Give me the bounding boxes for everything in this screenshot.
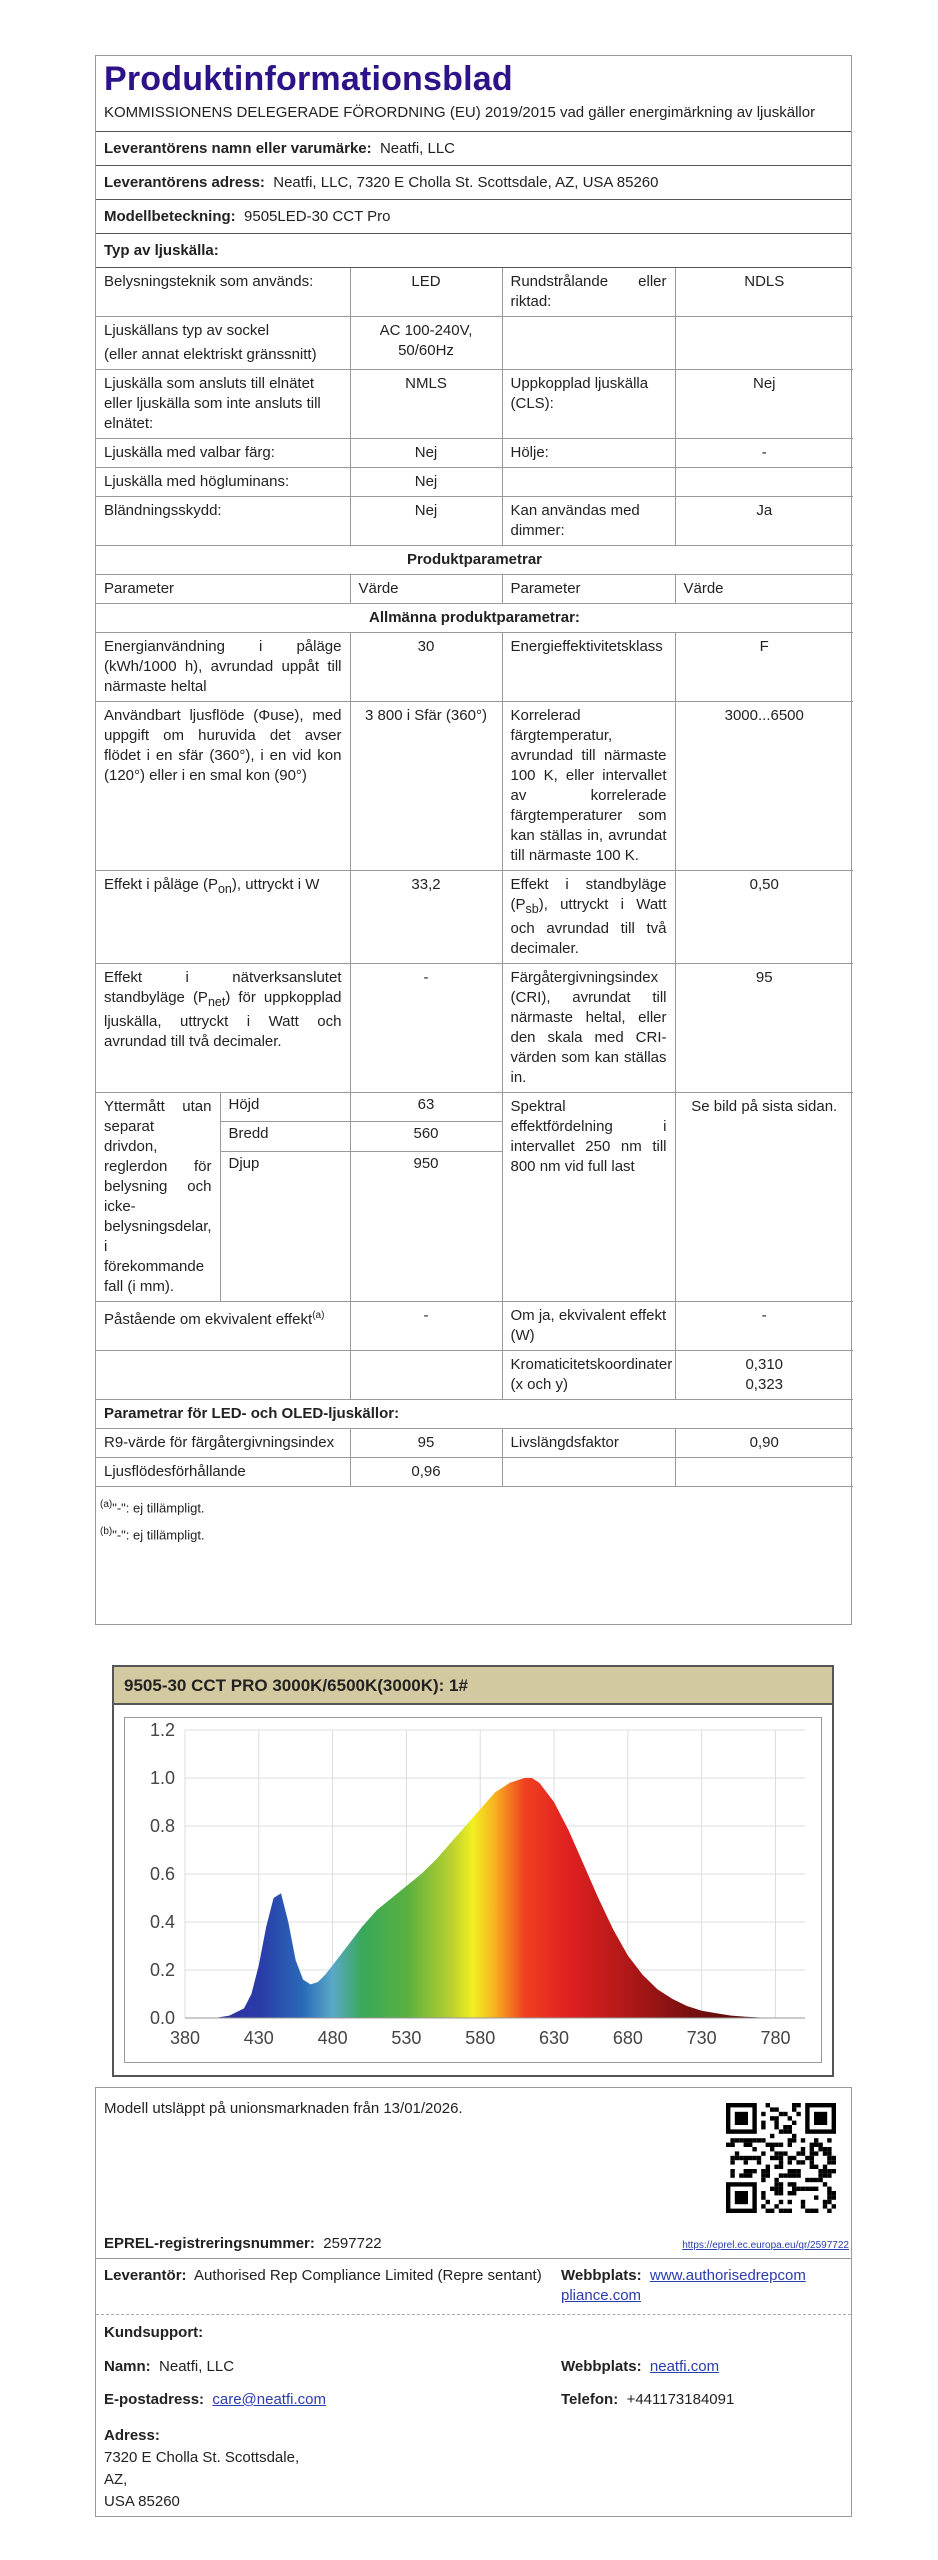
footnote-b-text: "-": ej tillämpligt. (112, 1527, 205, 1543)
spec-value: Ja (675, 497, 853, 546)
y-tick-label: 0.2 (149, 1960, 175, 1980)
spec-value: - (675, 439, 853, 468)
lum-label: Ljusflödesförhållande (96, 1458, 350, 1487)
spec-label (502, 468, 675, 497)
spec-row (96, 370, 853, 439)
spec-value: Nej (350, 439, 502, 468)
rep-web-link-cont[interactable]: pliance.com (561, 2287, 642, 2304)
dimensions-cell (96, 1093, 502, 1302)
cct-label: Korrelerad färgtemperatur, avrundad till närmaste 100 K, eller intervallet av korrelerade färgtemperaturer som kan ställas in, avrundat till närmaste 100 K. (502, 702, 675, 871)
supplier-address-label: Leverantörens adress: (104, 174, 265, 191)
spec-row (96, 1351, 853, 1400)
address-line: AZ, (104, 2471, 128, 2488)
chroma-y: 0,323 (745, 1376, 784, 1393)
support-name-label: Namn: (104, 2358, 151, 2375)
chroma-value (675, 1351, 853, 1400)
spec-label: Bländningsskydd: (96, 497, 350, 546)
dim-name: Höjd (220, 1093, 350, 1122)
support-address-label: Adress: (104, 2427, 160, 2444)
rep-web-label: Webbplats: (561, 2267, 642, 2284)
dimensions-label: Yttermått utan separat drivdon, reglerdon för belysning och icke-belysningsdelar, i förekommande fall (i mm). (96, 1093, 220, 1301)
r9-label: R9-värde för färgåtergivningsindex (96, 1429, 350, 1458)
spec-label (96, 317, 350, 370)
chroma-label: Kromaticitetskoordinater (x och y) (502, 1351, 675, 1400)
dimensions-table (96, 1093, 502, 1301)
spec-value (675, 317, 853, 370)
spec-row (96, 439, 853, 468)
empty-cell (350, 1351, 502, 1400)
psb-label-text2: ), uttryckt i Watt och avrundad till två decimaler. (510, 896, 667, 957)
spectrum-chart (125, 1718, 823, 2064)
eprel-link[interactable]: https://eprel.ec.europa.eu/qr/2597722 (682, 2240, 849, 2251)
footnotes (96, 1487, 851, 1548)
section-row (96, 604, 853, 633)
light-type-heading-text: Typ av ljuskälla: (104, 242, 219, 259)
footnote-b (100, 1520, 847, 1547)
pon-label-text2: ), uttryckt i W (231, 876, 320, 893)
equiv-value: - (350, 1302, 502, 1351)
divider (96, 2258, 851, 2259)
spec-label: Hölje: (502, 439, 675, 468)
cct-value: 3000...6500 (675, 702, 853, 871)
supplier-name-value: Neatfi, LLC (379, 140, 456, 157)
x-tick-label: 480 (317, 2028, 348, 2048)
release-text: Modell utsläppt på unionsmarknaden från 13/01/2026. (104, 2100, 463, 2117)
product-info-sheet (95, 55, 852, 1625)
eprel-row (104, 2235, 382, 2252)
pon-value: 33,2 (350, 871, 502, 964)
support-name-row (104, 2358, 234, 2375)
chroma-x: 0,310 (745, 1356, 784, 1373)
support-phone-value: +441173184091 (626, 2391, 735, 2408)
dim-value: 950 (350, 1151, 502, 1301)
rep-row (104, 2266, 544, 2286)
support-phone-row (561, 2391, 734, 2408)
lum-value: 0,96 (350, 1458, 502, 1487)
supplier-name-row (96, 132, 851, 166)
pon-sub: on (217, 882, 232, 896)
support-heading: Kundsupport: (104, 2324, 204, 2341)
spec-value: Nej (675, 370, 853, 439)
r9-value: 95 (350, 1429, 502, 1458)
empty-cell (502, 1458, 675, 1487)
col-header-value: Värde (675, 575, 853, 604)
y-tick-label: 0.6 (149, 1864, 175, 1884)
spec-row (96, 317, 853, 370)
spec-label: Kan användas med dimmer: (502, 497, 675, 546)
spec-value: LED (350, 268, 502, 317)
supplier-name-label: Leverantörens namn eller varumärke: (104, 140, 372, 157)
empty-cell (675, 1458, 853, 1487)
spec-label: Rundstrålande eller riktad: (502, 268, 675, 317)
support-email-link[interactable]: care@neatfi.com (212, 2391, 326, 2408)
general-params-heading: Allmänna produktparametrar: (96, 604, 853, 633)
equiv-sup: (a) (312, 1310, 325, 1321)
flux-value: 3 800 i Sfär (360°) (350, 702, 502, 871)
spec-row (96, 964, 853, 1093)
y-tick-label: 0.8 (149, 1816, 175, 1836)
spec-value: AC 100-240V, 50/60Hz (350, 317, 502, 370)
address-line: 7320 E Cholla St. Scottsdale, (104, 2449, 300, 2466)
model-label: Modellbeteckning: (104, 208, 236, 225)
address-line: USA 85260 (104, 2493, 180, 2510)
support-address (104, 2425, 299, 2513)
support-phone-label: Telefon: (561, 2391, 619, 2408)
led-params-heading: Parametrar för LED- och OLED-ljuskällor: (96, 1400, 853, 1429)
divider (96, 2314, 851, 2315)
spec-row (96, 468, 853, 497)
spec-value: Nej (350, 468, 502, 497)
class-value: F (675, 633, 853, 702)
equiv2-value: - (675, 1302, 853, 1351)
y-tick-label: 1.2 (149, 1720, 175, 1740)
spec-row (96, 268, 853, 317)
pnet-sub: net (207, 995, 226, 1009)
dim-value: 63 (350, 1093, 502, 1122)
rep-web-row (561, 2266, 806, 2306)
pon-label (96, 871, 350, 964)
pon-label-text: Effekt i påläge (P (104, 876, 218, 893)
footer-info (95, 2087, 852, 2517)
spec-label: Ljuskälla med valbar färg: (96, 439, 350, 468)
spec-value: NMLS (350, 370, 502, 439)
spec-value: Nej (350, 497, 502, 546)
life-label: Livslängdsfaktor (502, 1429, 675, 1458)
spec-label (502, 317, 675, 370)
rep-label: Leverantör: (104, 2267, 187, 2284)
empty-cell (96, 1351, 350, 1400)
spec-label: Ljuskälla med högluminans: (96, 468, 350, 497)
dim-name: Djup (228, 1154, 260, 1172)
psb-sub: sb (525, 902, 539, 916)
life-value: 0,90 (675, 1429, 853, 1458)
pnet-value: - (350, 964, 502, 1093)
footnote-a (100, 1493, 847, 1520)
footnote-a-text: "-": ej tillämpligt. (112, 1500, 205, 1516)
y-tick-label: 1.0 (149, 1768, 175, 1788)
column-header-row (96, 575, 853, 604)
spd-label: Spektral effektfördelning i intervallet 250 nm till 800 nm vid full last (502, 1093, 675, 1302)
x-tick-label: 630 (539, 2028, 570, 2048)
class-label: Energieffektivitetsklass (502, 633, 675, 702)
model-value: 9505LED-30 CCT Pro (244, 208, 391, 225)
spec-value (675, 468, 853, 497)
spec-row (96, 497, 853, 546)
support-web-link[interactable]: neatfi.com (649, 2358, 720, 2375)
spec-row (96, 1429, 853, 1458)
spec-label: Uppkopplad ljuskälla (CLS): (502, 370, 675, 439)
equiv-label-text: Påstående om ekvivalent effekt (104, 1311, 313, 1328)
rep-value: Authorised Rep Compliance Limited (Repre sentant) (194, 2267, 542, 2284)
support-web-label: Webbplats: (561, 2358, 642, 2375)
spec-row (96, 1093, 853, 1302)
dim-value: 560 (350, 1122, 502, 1151)
spec-row (96, 1458, 853, 1487)
equiv-label (96, 1302, 350, 1351)
flux-label: Användbart ljusflöde (Φuse), med uppgift om huruvida det avser flödet i en sfär (360°), i en vid kon (120°) eller i en smal kon (90°) (96, 702, 350, 871)
spectrum-chart-frame (112, 1665, 834, 2077)
supplier-address-row (96, 166, 851, 200)
model-row (96, 200, 851, 234)
regulation-subtitle: KOMMISSIONENS DELEGERADE FÖRORDNING (EU) 2019/2015 vad gäller energimärkning av ljuskällor (96, 99, 851, 132)
footnote-a-sup: (a) (100, 1499, 113, 1510)
pnet-label (96, 964, 350, 1093)
x-tick-label: 530 (391, 2028, 422, 2048)
section-row (96, 546, 853, 575)
spec-row (96, 871, 853, 964)
eprel-value: 2597722 (323, 2235, 382, 2252)
rep-web-link[interactable]: www.authorisedrepcom (649, 2267, 806, 2284)
support-name-value: Neatfi, LLC (159, 2358, 235, 2375)
energy-label: Energianvändning i påläge (kWh/1000 h), avrundad uppåt till närmaste heltal (96, 633, 350, 702)
spec-table (96, 268, 853, 1487)
section-row (96, 1400, 853, 1429)
supplier-address-value: Neatfi, LLC, 7320 E Cholla St. Scottsdale, AZ, USA 85260 (273, 174, 659, 191)
pnet-label-text: Effekt i nätverksanslutet standbyläge (P (104, 969, 342, 1006)
light-type-heading (96, 234, 851, 268)
support-web-row (561, 2358, 719, 2375)
spec-value: NDLS (675, 268, 853, 317)
col-header-param: Parameter (502, 575, 675, 604)
equiv2-label: Om ja, ekvivalent effekt (W) (502, 1302, 675, 1351)
spec-row (96, 702, 853, 871)
psb-label-text: Effekt i standbyläge (P (510, 876, 667, 913)
col-header-value: Värde (350, 575, 502, 604)
spec-row (96, 633, 853, 702)
psb-value: 0,50 (675, 871, 853, 964)
page-title: Produktinformationsblad (104, 60, 513, 98)
cri-value: 95 (675, 964, 853, 1093)
socket-label-note: (eller annat elektriskt gränssnitt) (104, 346, 317, 363)
spec-row (96, 1302, 853, 1351)
chart-title: 9505-30 CCT PRO 3000K/6500K(3000K): 1# (114, 1667, 832, 1705)
socket-label: Ljuskällans typ av sockel (104, 322, 270, 339)
eprel-label: EPREL-registreringsnummer: (104, 2235, 315, 2252)
x-tick-label: 780 (760, 2028, 791, 2048)
x-tick-label: 680 (612, 2028, 643, 2048)
footnote-b-sup: (b) (100, 1526, 113, 1538)
col-header-param: Parameter (96, 575, 350, 604)
support-email-label: E-postadress: (104, 2391, 205, 2408)
spec-label: Ljuskälla som ansluts till elnätet eller ljuskälla som inte ansluts till elnätet: (96, 370, 350, 439)
spd-value: Se bild på sista sidan. (675, 1093, 853, 1302)
y-tick-label: 0.4 (149, 1912, 175, 1932)
x-tick-label: 430 (243, 2028, 274, 2048)
product-params-heading: Produktparametrar (96, 546, 853, 575)
dim-name: Bredd (220, 1122, 350, 1151)
x-tick-label: 580 (465, 2028, 496, 2048)
support-email-row (104, 2391, 326, 2408)
x-tick-label: 380 (169, 2028, 201, 2048)
psb-label (502, 871, 675, 964)
cri-label: Färgåtergivningsindex (CRI), avrundat till närmaste heltal, eller den skala med CRI-värden som kan ställas in. (502, 964, 675, 1093)
qr-code-icon (726, 2103, 836, 2213)
spectrum-series-area (185, 1778, 776, 2018)
pnet-label-text2: ) för uppkopplad ljuskälla, uttryckt i Watt och avrundad till två decimaler. (104, 989, 342, 1050)
y-tick-label: 0.0 (149, 2008, 175, 2028)
x-tick-label: 730 (686, 2028, 717, 2048)
chart-panel (124, 1717, 822, 2063)
energy-value: 30 (350, 633, 502, 702)
spec-label: Belysningsteknik som används: (96, 268, 350, 317)
